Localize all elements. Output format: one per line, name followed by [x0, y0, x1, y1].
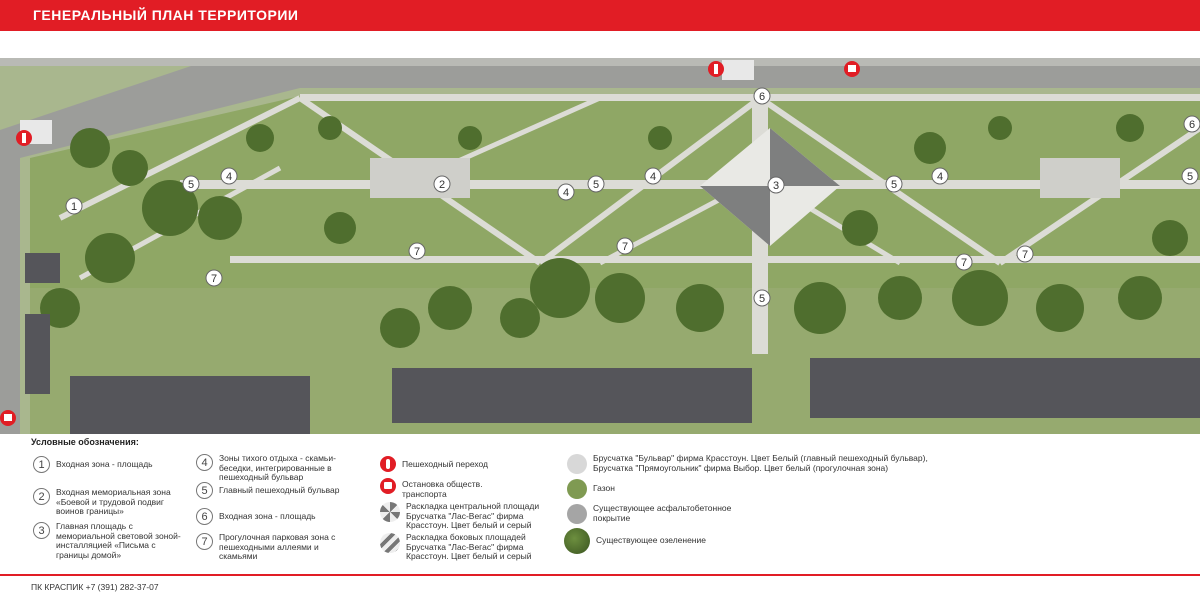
legend-number: 4 — [196, 454, 213, 471]
svg-text:5: 5 — [1186, 171, 1194, 183]
legend-text: Брусчатка "Бульвар" фирма Красстоун. Цвет Белый (главный пешеходный бульвар), Брусчатка "Прямоугольник" фирма Выбор. Цвет белый (прогулочная зона) — [593, 453, 928, 473]
marker-7 — [206, 270, 222, 286]
legend-text: Существующее асфальтобетонное покрытие — [593, 503, 732, 523]
page-title: ГЕНЕРАЛЬНЫЙ ПЛАН ТЕРРИТОРИИ — [33, 7, 299, 23]
marker-5 — [886, 176, 902, 192]
legend-text: Входная мемориальная зона «Боевой и трудовой подвиг воинов границы» — [56, 487, 171, 516]
marker-6 — [1184, 116, 1200, 132]
svg-text:7: 7 — [960, 257, 968, 269]
marker-3 — [768, 177, 784, 193]
legend-material-greenery — [564, 528, 764, 554]
svg-text:4: 4 — [562, 187, 570, 199]
svg-text:4: 4 — [936, 171, 944, 183]
marker-4 — [558, 184, 574, 200]
svg-text:7: 7 — [621, 241, 629, 253]
marker-7 — [956, 254, 972, 270]
legend-text: Пешеходный переход — [402, 459, 489, 469]
marker-1 — [66, 198, 82, 214]
svg-text:6: 6 — [758, 91, 766, 103]
svg-text:4: 4 — [225, 171, 233, 183]
legend-text: Прогулочная парковая зона с пешеходными аллеями и скамьями — [219, 532, 336, 561]
legend-item-2 — [33, 488, 183, 517]
legend-pedestrian — [380, 456, 550, 472]
legend-item-6 — [196, 508, 356, 525]
marker-5 — [1182, 168, 1198, 184]
legend-text: Газон — [593, 483, 615, 493]
bus-stop-icon — [380, 478, 396, 494]
legend-item-5 — [196, 482, 356, 499]
legend-material-boulevard — [567, 454, 967, 474]
svg-text:2: 2 — [438, 179, 446, 191]
pedestrian-crossing-icon — [16, 130, 32, 146]
lawn-swatch — [567, 479, 587, 499]
svg-text:7: 7 — [413, 246, 421, 258]
legend-number: 7 — [196, 533, 213, 550]
marker-7 — [409, 243, 425, 259]
pedestrian-crossing-icon — [380, 456, 396, 472]
header-bar — [0, 0, 1200, 31]
legend-central-paving — [380, 502, 550, 531]
svg-text:6: 6 — [1188, 119, 1196, 131]
site-plan-map — [0, 58, 1200, 434]
svg-text:5: 5 — [592, 179, 600, 191]
pedestrian-crossing-icon — [708, 61, 724, 77]
legend-number: 2 — [33, 488, 50, 505]
legend-text: Зоны тихого отдыха - скамьи-беседки, интегрированные в пешеходный бульвар — [219, 453, 336, 482]
bus-stop-icon — [0, 410, 16, 426]
legend-number: 1 — [33, 456, 50, 473]
svg-text:7: 7 — [1021, 249, 1029, 261]
bus-stop-icon — [844, 61, 860, 77]
greenery-swatch — [564, 528, 590, 554]
side-paving-icon — [380, 533, 400, 553]
marker-5 — [588, 176, 604, 192]
legend-title: Условные обозначения: — [31, 437, 139, 447]
legend-bus — [380, 478, 500, 499]
marker-5 — [754, 290, 770, 306]
svg-text:7: 7 — [210, 273, 218, 285]
legend-text: Раскладка боковых площадей Брусчатка "Лас-Вегас" фирма Красстоун. Цвет белый и серый — [406, 532, 532, 561]
paving-swatch — [567, 454, 587, 474]
svg-text:1: 1 — [70, 201, 78, 213]
legend-text: Главная площадь с мемориальной световой зоной-инсталляцией «Письма с границы домой» — [56, 521, 181, 560]
legend-text: Входная зона - площадь — [56, 459, 153, 469]
svg-text:5: 5 — [758, 293, 766, 305]
marker-4 — [221, 168, 237, 184]
legend-material-lawn — [567, 479, 767, 499]
marker-2 — [434, 176, 450, 192]
marker-4 — [932, 168, 948, 184]
legend-number: 6 — [196, 508, 213, 525]
footer-contact: ПК КРАСПИК +7 (391) 282-37-07 — [31, 582, 159, 592]
central-paving-icon — [380, 502, 400, 522]
legend-text: Остановка обществ. транспорта — [402, 479, 483, 499]
legend-number: 3 — [33, 522, 50, 539]
marker-4 — [645, 168, 661, 184]
legend-text: Главный пешеходный бульвар — [219, 485, 340, 495]
legend — [0, 434, 1200, 560]
legend-side-paving — [380, 533, 550, 562]
legend-item-4 — [196, 454, 356, 483]
marker-7 — [1017, 246, 1033, 262]
legend-material-asphalt — [567, 504, 767, 524]
svg-text:5: 5 — [187, 179, 195, 191]
legend-item-1 — [33, 456, 183, 473]
svg-text:3: 3 — [772, 180, 780, 192]
legend-text: Существующее озеленение — [596, 535, 706, 545]
marker-6 — [754, 88, 770, 104]
svg-text:4: 4 — [649, 171, 657, 183]
svg-text:5: 5 — [890, 179, 898, 191]
marker-7 — [617, 238, 633, 254]
marker-5 — [183, 176, 199, 192]
asphalt-swatch — [567, 504, 587, 524]
legend-text: Раскладка центральной площади Брусчатка "Лас-Вегас" фирма Красстоун. Цвет белый и серый — [406, 501, 540, 530]
legend-number: 5 — [196, 482, 213, 499]
legend-item-7 — [196, 533, 356, 562]
legend-item-3 — [33, 522, 183, 560]
footer-divider — [0, 574, 1200, 576]
legend-text: Входная зона - площадь — [219, 511, 316, 521]
